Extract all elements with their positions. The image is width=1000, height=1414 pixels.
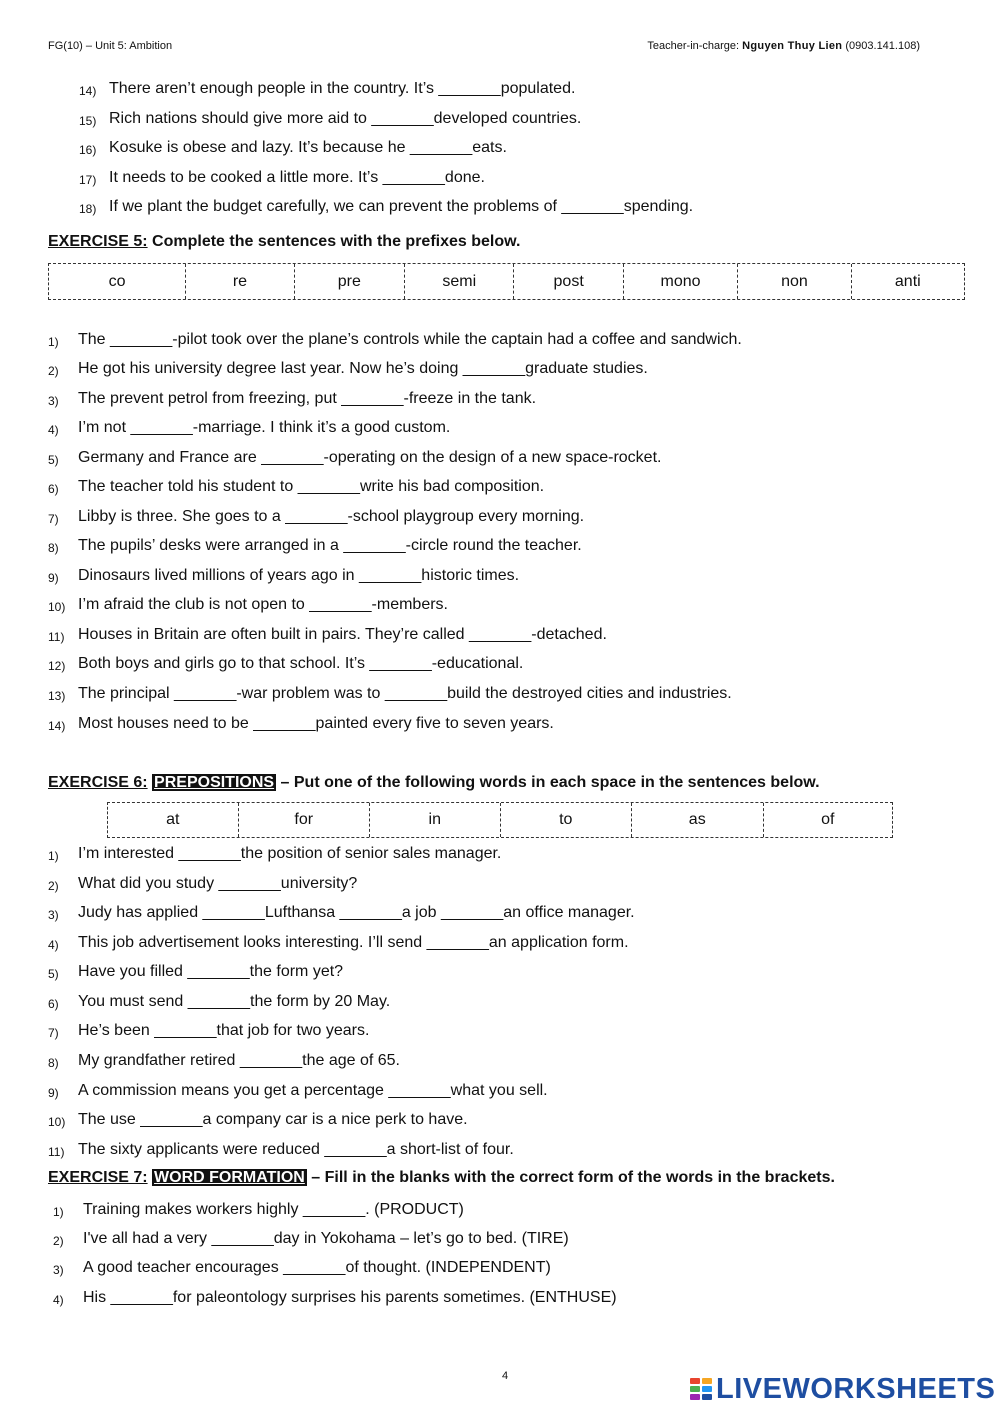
item-text: Training makes workers highly _______. (PRODUCT) xyxy=(83,1201,464,1218)
liveworksheets-logo[interactable] xyxy=(690,1374,995,1404)
item-number: 8) xyxy=(48,1056,59,1070)
item-number: 1) xyxy=(53,1205,64,1219)
brand-name: LIVEWORKSHEETS xyxy=(716,1372,996,1405)
exercise-7-title xyxy=(48,1169,835,1187)
item-text: Dinosaurs lived millions of years ago in _______historic times. xyxy=(78,567,520,584)
exercise-6-instruction: – Put one of the following words in each space in the sentences below. xyxy=(276,774,820,791)
word-cell: semi xyxy=(405,264,514,299)
item-text: His _______for paleontology surprises his parents sometimes. (ENTHUSE) xyxy=(83,1289,617,1306)
logo-square xyxy=(702,1378,712,1384)
item-number: 2) xyxy=(48,364,59,378)
item-text: The principal _______-war problem was to _______build the destroyed cities and industries. xyxy=(78,685,732,702)
word-cell: for xyxy=(239,803,371,837)
item-number: 6) xyxy=(48,482,59,496)
item-text: The prevent petrol from freezing, put _______-freeze in the tank. xyxy=(78,390,537,407)
exercise-5-instruction: Complete the sentences with the prefixes below. xyxy=(147,233,521,250)
item-number: 5) xyxy=(48,967,59,981)
item-text: I’m not _______-marriage. I think it’s a good custom. xyxy=(78,419,451,436)
item-number: 9) xyxy=(48,1086,59,1100)
item-text: What did you study _______university? xyxy=(78,875,358,892)
word-cell: at xyxy=(108,803,239,837)
item-text: Have you filled _______the form yet? xyxy=(78,963,344,980)
item-text: If we plant the budget carefully, we can prevent the problems of _______spending. xyxy=(109,198,694,215)
item-number: 8) xyxy=(48,541,59,555)
item-text: I've all had a very _______day in Yokohama – let’s go to bed. (TIRE) xyxy=(83,1230,569,1247)
item-text: Both boys and girls go to that school. It’s _______-educational. xyxy=(78,655,524,672)
item-text: You must send _______the form by 20 May. xyxy=(78,993,391,1010)
item-number: 15) xyxy=(79,114,97,128)
item-text: Judy has applied _______Lufthansa _______a job _______an office manager. xyxy=(78,904,635,921)
exercise-6-label: EXERCISE 6: xyxy=(48,774,148,791)
word-cell: anti xyxy=(894,272,921,290)
item-text: A commission means you get a percentage _______what you sell. xyxy=(78,1082,548,1099)
item-number: 18) xyxy=(79,202,97,216)
logo-square xyxy=(702,1394,712,1400)
item-number: 10) xyxy=(48,1115,66,1129)
word-cell: of xyxy=(821,811,835,828)
item-number: 12) xyxy=(48,659,66,673)
item-text: It needs to be cooked a little more. It’s _______done. xyxy=(109,169,485,186)
logo-square xyxy=(690,1386,700,1392)
page-number: 4 xyxy=(502,1370,509,1382)
item-number: 7) xyxy=(48,512,59,526)
logo-square xyxy=(690,1394,700,1400)
preposition-word-box xyxy=(107,802,893,838)
exercise-6-highlight: PREPOSITIONS xyxy=(154,774,275,791)
word-cell: mono xyxy=(624,264,738,299)
item-text: Rich nations should give more aid to _______developed countries. xyxy=(109,110,582,127)
item-number: 7) xyxy=(48,1026,59,1040)
item-text: Most houses need to be _______painted every five to seven years. xyxy=(78,715,554,732)
teacher-label: Teacher-in-charge: xyxy=(647,40,740,52)
prefix-word-box xyxy=(48,263,965,300)
word-cell: co xyxy=(49,264,186,299)
item-text: Houses in Britain are often built in pairs. They’re called _______-detached. xyxy=(78,626,607,643)
unit-title: FG(10) – Unit 5: Ambition xyxy=(48,40,173,52)
item-text: A good teacher encourages _______of thought. (INDEPENDENT) xyxy=(83,1259,551,1276)
exercise-7-instruction: – Fill in the blanks with the correct form of the words in the brackets. xyxy=(306,1169,835,1186)
item-text: The pupils’ desks were arranged in a _______-circle round the teacher. xyxy=(78,537,582,554)
word-cell: as xyxy=(632,803,764,837)
word-cell: post xyxy=(514,264,623,299)
item-number: 17) xyxy=(79,173,97,187)
item-text: I’m interested _______the position of senior sales manager. xyxy=(78,845,502,862)
teacher-name: Nguyen Thuy Lien xyxy=(742,40,843,52)
item-number: 11) xyxy=(48,1145,65,1159)
item-text: There aren’t enough people in the country. It’s _______populated. xyxy=(109,80,576,97)
item-text: I’m afraid the club is not open to _______-members. xyxy=(78,596,448,613)
item-text: The use _______a company car is a nice perk to have. xyxy=(78,1111,468,1128)
item-number: 3) xyxy=(53,1263,64,1277)
teacher-phone: (0903.141.108) xyxy=(845,40,920,52)
exercise-5-title xyxy=(48,233,520,251)
item-text: My grandfather retired _______the age of 65. xyxy=(78,1052,400,1069)
word-cell: to xyxy=(501,803,633,837)
item-number: 2) xyxy=(53,1234,64,1248)
item-number: 10) xyxy=(48,600,66,614)
word-cell: non xyxy=(738,264,851,299)
item-text: He’s been _______that job for two years. xyxy=(78,1022,370,1039)
logo-square xyxy=(690,1378,700,1384)
item-number: 5) xyxy=(48,453,59,467)
item-number: 2) xyxy=(48,879,59,893)
teacher-info xyxy=(647,40,920,52)
item-number: 16) xyxy=(79,143,97,157)
word-cell: in xyxy=(370,803,501,837)
logo-square xyxy=(702,1386,712,1392)
item-number: 4) xyxy=(48,423,59,437)
exercise-6-title xyxy=(48,774,820,792)
item-text: The _______-pilot took over the plane’s controls while the captain had a coffee and sandwich. xyxy=(78,331,742,348)
item-number: 4) xyxy=(48,938,59,952)
item-number: 3) xyxy=(48,908,59,922)
word-cell: pre xyxy=(295,264,405,299)
item-number: 9) xyxy=(48,571,59,585)
item-number: 1) xyxy=(48,849,59,863)
item-text: Germany and France are _______-operating on the design of a new space-rocket. xyxy=(78,449,662,466)
item-text: The teacher told his student to _______write his bad composition. xyxy=(78,478,545,495)
word-cell: re xyxy=(186,264,294,299)
item-text: Kosuke is obese and lazy. It’s because he _______eats. xyxy=(109,139,507,156)
item-number: 13) xyxy=(48,689,66,703)
exercise-7-label: EXERCISE 7: xyxy=(48,1169,148,1186)
exercise-7-highlight: WORD FORMATION xyxy=(154,1169,305,1186)
item-number: 3) xyxy=(48,394,59,408)
item-number: 11) xyxy=(48,630,65,644)
item-number: 6) xyxy=(48,997,59,1011)
item-text: He got his university degree last year. Now he’s doing _______graduate studies. xyxy=(78,360,648,377)
item-text: Libby is three. She goes to a _______-school playgroup every morning. xyxy=(78,508,585,525)
item-number: 1) xyxy=(48,335,59,349)
logo-icon xyxy=(690,1378,712,1400)
item-text: The sixty applicants were reduced _______a short-list of four. xyxy=(78,1141,514,1158)
exercise-5-label: EXERCISE 5: xyxy=(48,233,148,250)
item-text: This job advertisement looks interesting. I’ll send _______an application form. xyxy=(78,934,629,951)
page-header xyxy=(48,40,920,56)
item-number: 14) xyxy=(79,84,97,98)
item-number: 4) xyxy=(53,1293,64,1307)
item-number: 14) xyxy=(48,719,66,733)
